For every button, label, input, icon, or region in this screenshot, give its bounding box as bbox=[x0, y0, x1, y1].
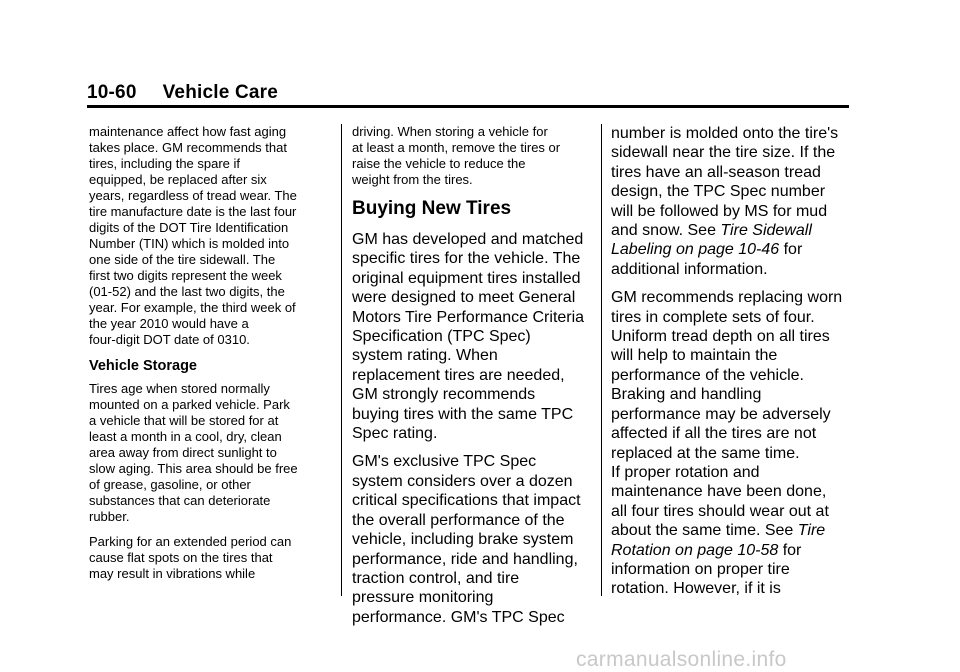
text-line: tires, including the spare if bbox=[89, 156, 241, 171]
section-title: Vehicle Care bbox=[162, 82, 279, 103]
tire-rotation-link-page[interactable]: Rotation on page 10-58 bbox=[611, 541, 779, 559]
text-line: sidewall near the tire size. If the bbox=[611, 144, 836, 162]
text-run: for bbox=[779, 241, 803, 259]
page-header bbox=[87, 82, 278, 104]
text-line: vehicle, including brake system bbox=[352, 531, 574, 549]
text-line bbox=[611, 240, 855, 259]
text-line: years, regardless of tread wear. The bbox=[89, 188, 297, 203]
tpc-spec-paragraph bbox=[352, 452, 597, 627]
watermark: carmanualsonline.info bbox=[576, 648, 787, 671]
text-line: tires have an all-season tread bbox=[611, 163, 821, 181]
text-line: first two digits represent the week bbox=[89, 268, 282, 283]
text-line: year. For example, the third week of bbox=[89, 300, 296, 315]
text-line: one side of the tire sidewall. The bbox=[89, 252, 276, 267]
text-line bbox=[611, 521, 855, 540]
column-3 bbox=[611, 124, 855, 608]
text-line bbox=[611, 221, 855, 240]
tire-sidewall-link-page[interactable]: Labeling on page 10-46 bbox=[611, 241, 780, 259]
text-line: design, the TPC Spec number bbox=[611, 183, 826, 201]
column-divider-1 bbox=[341, 124, 342, 596]
text-line: area away from direct sunlight to bbox=[89, 445, 277, 460]
text-line: Number (TIN) which is molded into bbox=[89, 236, 290, 251]
column-divider-2 bbox=[601, 124, 602, 596]
text-line: system rating. When bbox=[352, 347, 498, 365]
text-line: maintenance affect how fast aging bbox=[89, 124, 287, 139]
text-line: raise the vehicle to reduce the bbox=[352, 156, 526, 171]
text-line: (01-52) and the last two digits, the bbox=[89, 284, 285, 299]
text-line: GM strongly recommends bbox=[352, 386, 536, 404]
text-line: least a month in a cool, dry, clean bbox=[89, 429, 282, 444]
text-line: maintenance have been done, bbox=[611, 483, 827, 501]
text-line: buying tires with the same TPC bbox=[352, 405, 574, 423]
text-line: Spec rating. bbox=[352, 425, 438, 443]
text-line: all four tires should wear out at bbox=[611, 502, 829, 520]
text-line: information on proper tire bbox=[611, 560, 790, 578]
text-line: driving. When storing a vehicle for bbox=[352, 124, 548, 139]
text-line: cause flat spots on the tires that bbox=[89, 550, 273, 565]
text-run: and snow. See bbox=[611, 222, 721, 240]
text-line: traction control, and tire bbox=[352, 569, 520, 587]
text-line: additional information. bbox=[611, 260, 768, 278]
text-line: weight from the tires. bbox=[352, 172, 473, 187]
text-line: Specification (TPC Spec) bbox=[352, 328, 531, 346]
text-line: performance. GM's TPC Spec bbox=[352, 608, 565, 626]
text-line: slow aging. This area should be free bbox=[89, 461, 298, 476]
text-line: If proper rotation and bbox=[611, 463, 760, 481]
text-line: original equipment tires installed bbox=[352, 269, 581, 287]
text-line: takes place. GM recommends that bbox=[89, 140, 287, 155]
text-line: will help to maintain the bbox=[611, 347, 778, 365]
column-2 bbox=[352, 124, 597, 636]
text-line: GM has developed and matched bbox=[352, 231, 584, 248]
text-line: equipped, be replaced after six bbox=[89, 172, 267, 187]
text-line: system considers over a dozen bbox=[352, 472, 573, 490]
text-line: mounted on a parked vehicle. Park bbox=[89, 397, 290, 412]
text-line: performance of the vehicle. bbox=[611, 366, 804, 384]
text-line: affected if all the tires are not bbox=[611, 425, 817, 443]
text-line: tires in complete sets of four. bbox=[611, 308, 815, 326]
text-line: were designed to meet General bbox=[352, 289, 576, 307]
text-line: may result in vibrations while bbox=[89, 566, 256, 581]
gm-matched-tires-paragraph bbox=[352, 230, 597, 443]
text-line: Uniform tread depth on all tires bbox=[611, 328, 830, 346]
tire-age-paragraph bbox=[89, 124, 333, 348]
text-line: will be followed by MS for mud bbox=[611, 202, 828, 220]
text-line: at least a month, remove the tires or bbox=[352, 140, 561, 155]
tire-rotation-link[interactable]: Tire bbox=[797, 522, 826, 540]
text-line: GM's exclusive TPC Spec bbox=[352, 453, 537, 471]
text-line bbox=[611, 541, 855, 560]
replacing-worn-tires-paragraph bbox=[611, 288, 855, 599]
text-run: for bbox=[778, 541, 802, 559]
text-line: rubber. bbox=[89, 509, 130, 524]
text-line: performance, ride and handling, bbox=[352, 550, 578, 568]
text-line: GM recommends replacing worn bbox=[611, 289, 843, 307]
text-line: the year 2010 would have a bbox=[89, 316, 249, 331]
storage-paragraph bbox=[89, 381, 333, 525]
text-line: rotation. However, if it is bbox=[611, 580, 781, 598]
text-line: substances that can deteriorate bbox=[89, 493, 271, 508]
text-line: a vehicle that will be stored for at bbox=[89, 413, 279, 428]
page-number: 10-60 bbox=[87, 82, 137, 103]
text-line: specific tires for the vehicle. The bbox=[352, 250, 581, 268]
text-line: Motors Tire Performance Criteria bbox=[352, 308, 585, 326]
text-line: four-digit DOT date of 0310. bbox=[89, 332, 250, 347]
tire-sidewall-link[interactable]: Tire Sidewall bbox=[720, 222, 812, 240]
text-line: the overall performance of the bbox=[352, 511, 565, 529]
text-line: performance may be adversely bbox=[611, 405, 831, 423]
vehicle-storage-heading: Vehicle Storage bbox=[89, 358, 197, 374]
text-line: Braking and handling bbox=[611, 386, 762, 404]
parking-paragraph bbox=[89, 534, 333, 582]
storage-continued-paragraph bbox=[352, 124, 597, 188]
text-line: pressure monitoring bbox=[352, 589, 494, 607]
text-line: number is molded onto the tire's bbox=[611, 125, 839, 142]
text-line: Parking for an extended period can bbox=[89, 534, 292, 549]
text-line: of grease, gasoline, or other bbox=[89, 477, 251, 492]
column-1 bbox=[89, 124, 333, 591]
buying-new-tires-heading: Buying New Tires bbox=[352, 198, 512, 219]
text-line: critical specifications that impact bbox=[352, 492, 581, 510]
text-line: Tires age when stored normally bbox=[89, 381, 270, 396]
header-rule bbox=[87, 105, 849, 108]
text-line: replacement tires are needed, bbox=[352, 366, 565, 384]
tpc-sidewall-paragraph bbox=[611, 124, 855, 279]
text-line: replaced at the same time. bbox=[611, 444, 800, 462]
text-run: about the same time. See bbox=[611, 522, 798, 540]
text-line: tire manufacture date is the last four bbox=[89, 204, 297, 219]
text-line: digits of the DOT Tire Identification bbox=[89, 220, 289, 235]
